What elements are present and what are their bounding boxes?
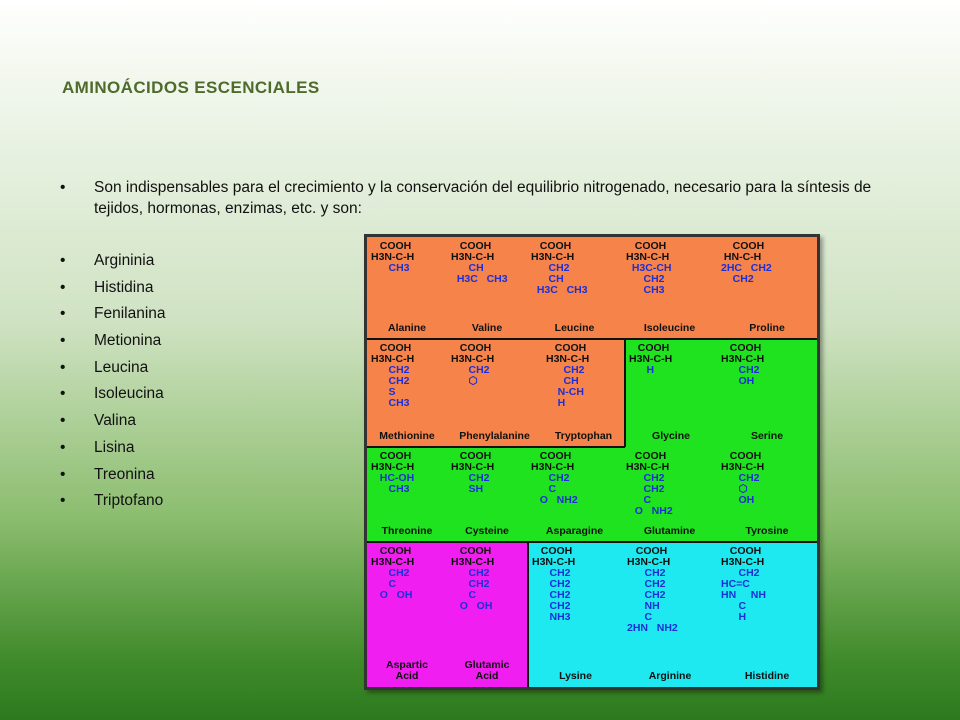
amino-acid-name: Glutamine [643, 525, 696, 537]
amino-acid-cell [367, 339, 447, 447]
amino-acid-name: Tryptophan [554, 430, 613, 442]
amino-acid-cell [717, 237, 817, 339]
backbone-formula: COOH H3N-C-H [451, 545, 495, 568]
structural-formula [371, 241, 414, 274]
amino-acid-name: Histidine [744, 670, 790, 682]
side-chain-formula: CH2 C O OH [379, 567, 413, 601]
bullet-icon: • [60, 332, 66, 350]
backbone-formula: COOH HN-C-H [723, 240, 765, 263]
side-chain-formula: 2HC CH2 CH2 [721, 262, 772, 285]
list-item-label: Histidina [94, 278, 154, 296]
side-chain-formula: CH2 CH2 CH2 CH2 NH3 [549, 567, 571, 623]
list-item [60, 464, 166, 491]
side-chain-formula: CH2 HC=C HN NH C H [721, 567, 766, 623]
backbone-formula: COOH H3N-C-H [532, 545, 576, 568]
side-chain-formula: CH2 CH N-CH H [557, 364, 585, 409]
amino-acid-cell [717, 339, 817, 447]
list-item-label: Valina [94, 412, 136, 430]
list-item [60, 250, 166, 277]
list-item-label: Metionina [94, 332, 162, 350]
bullet-icon: • [60, 278, 66, 296]
amino-acid-name: Isoleucine [643, 322, 696, 334]
structural-formula [371, 343, 414, 409]
bullet-icon: • [60, 465, 66, 483]
amino-acid-name: Tyrosine [745, 525, 789, 537]
amino-acid-structures-figure [364, 234, 820, 690]
amino-acid-cell [367, 447, 447, 542]
list-item [60, 330, 166, 357]
bullet-icon: • [60, 385, 66, 403]
amino-acid-name: Lysine [559, 670, 592, 682]
structural-formula [627, 546, 678, 634]
intro-paragraph [60, 177, 890, 219]
side-chain-formula: CH2 CH H3C CH3 [536, 262, 588, 296]
backbone-formula: COOH H3N-C-H [531, 240, 575, 263]
side-chain-formula: CH2 C O NH2 [539, 472, 578, 506]
list-item-label: Treonina [94, 465, 155, 483]
amino-acid-name: Methionine [379, 430, 435, 442]
side-chain-formula: CH2 CH2 S CH3 [388, 364, 410, 409]
list-item-label: Leucina [94, 358, 149, 376]
amino-acid-cell [717, 542, 817, 687]
backbone-formula: COOH H3N-C-H [451, 450, 495, 473]
structural-formula [531, 451, 578, 506]
list-item-label: Fenilanina [94, 305, 166, 323]
amino-acid-cell [542, 339, 625, 447]
backbone-formula: COOH H3N-C-H [721, 342, 765, 365]
list-item [60, 357, 166, 384]
amino-acid-grid [367, 237, 817, 687]
amino-acid-cell [528, 542, 623, 687]
bullet-icon: • [60, 358, 66, 376]
essential-amino-acid-list [60, 250, 166, 517]
structural-formula [721, 546, 766, 623]
list-item [60, 410, 166, 437]
backbone-formula: COOH H3N-C-H [371, 240, 415, 263]
bullet-icon: • [60, 438, 66, 456]
list-item [60, 383, 166, 410]
amino-acid-cell [447, 447, 527, 542]
list-item-label: Triptofano [94, 492, 164, 510]
amino-acid-cell [622, 447, 717, 542]
amino-acid-cell [447, 542, 527, 687]
backbone-formula: COOH H3N-C-H [451, 240, 495, 263]
bullet-icon: • [60, 179, 66, 196]
amino-acid-name: Cysteine [465, 525, 509, 537]
structural-formula [629, 343, 672, 376]
bullet-icon: • [60, 492, 66, 510]
side-chain-formula: CH H3C CH3 [456, 262, 508, 285]
bullet-icon: • [60, 252, 66, 269]
backbone-formula: COOH H3N-C-H [626, 450, 670, 473]
structural-formula [626, 451, 673, 517]
amino-acid-cell [367, 237, 447, 339]
amino-acid-name: Proline [749, 322, 785, 334]
side-chain-formula: CH2 SH [468, 472, 490, 495]
amino-acid-name: Leucine [554, 322, 595, 334]
list-item [60, 437, 166, 464]
structural-formula [371, 451, 414, 495]
bullet-icon: • [60, 412, 66, 430]
side-chain-formula: CH2 CH2 C O NH2 [634, 472, 673, 517]
backbone-formula: COOH H3N-C-H [371, 342, 415, 365]
amino-acid-name: Aspartic Acid [385, 659, 428, 682]
amino-acid-cell [447, 237, 527, 339]
side-chain-formula: H [629, 364, 655, 376]
list-item [60, 303, 166, 330]
structural-formula [546, 343, 589, 409]
amino-acid-name: Serine [750, 430, 784, 442]
side-chain-formula: CH2 ⬡ OH [738, 472, 760, 506]
structural-formula [371, 546, 414, 601]
backbone-formula: COOH H3N-C-H [371, 545, 415, 568]
amino-acid-name: Threonine [381, 525, 433, 537]
side-chain-formula: CH2 CH2 C O OH [459, 567, 493, 612]
list-item-label: Isoleucina [94, 385, 164, 403]
structural-formula [532, 546, 575, 623]
structural-formula [626, 241, 672, 296]
side-chain-formula: CH3 [371, 262, 410, 274]
structural-formula [451, 241, 508, 285]
amino-acid-cell [623, 542, 717, 687]
structural-formula [451, 546, 494, 612]
list-item [60, 277, 166, 304]
bullet-icon: • [60, 305, 66, 323]
structural-formula [721, 343, 764, 387]
backbone-formula: COOH H3N-C-H [451, 342, 495, 365]
backbone-formula: COOH H3N-C-H [531, 450, 575, 473]
amino-acid-cell [622, 237, 717, 339]
structural-formula [721, 451, 764, 506]
amino-acid-name: Phenylalanine [459, 430, 530, 442]
backbone-formula: COOH H3N-C-H [629, 342, 673, 365]
intro-text: Son indispensables para el crecimiento y la conservación del equilibrio nitrogenado, necesario para la síntesis de tejidos, hormonas, enzimas, etc. y son: [94, 179, 872, 217]
amino-acid-cell [527, 447, 622, 542]
side-chain-formula: CH2 OH [738, 364, 760, 387]
amino-acid-name: Arginine [648, 670, 692, 682]
structural-formula [451, 451, 494, 495]
backbone-formula: COOH H3N-C-H [721, 450, 765, 473]
amino-acid-cell [367, 542, 447, 687]
amino-acid-name: Valine [471, 322, 503, 334]
structural-formula [451, 343, 494, 387]
side-chain-formula: CH2 ⬡ [468, 364, 490, 387]
backbone-formula: COOH H3N-C-H [626, 240, 670, 263]
side-chain-formula: H3C-CH CH2 CH3 [631, 262, 672, 296]
structural-formula [531, 241, 588, 296]
structural-formula [721, 241, 772, 285]
backbone-formula: COOH H3N-C-H [627, 545, 671, 568]
side-chain-formula: CH2 CH2 CH2 NH C 2HN NH2 [627, 567, 678, 634]
amino-acid-name: Glycine [652, 430, 690, 442]
list-item-label: Argininia [94, 252, 155, 269]
amino-acid-name: Alanine [388, 322, 426, 334]
backbone-formula: COOH H3N-C-H [371, 450, 415, 473]
backbone-formula: COOH H3N-C-H [546, 342, 590, 365]
list-item-label: Lisina [94, 438, 135, 456]
amino-acid-cell [625, 339, 717, 447]
amino-acid-name: Glutamic Acid [464, 659, 510, 682]
amino-acid-cell [717, 447, 817, 542]
amino-acid-cell [527, 237, 622, 339]
amino-acid-name: Asparagine [545, 525, 604, 537]
side-chain-formula: HC-OH CH3 [379, 472, 415, 495]
slide-title: AMINOÁCIDOS ESCENCIALES [62, 78, 320, 97]
amino-acid-cell [447, 339, 542, 447]
list-item [60, 490, 166, 517]
backbone-formula: COOH H3N-C-H [721, 545, 765, 568]
